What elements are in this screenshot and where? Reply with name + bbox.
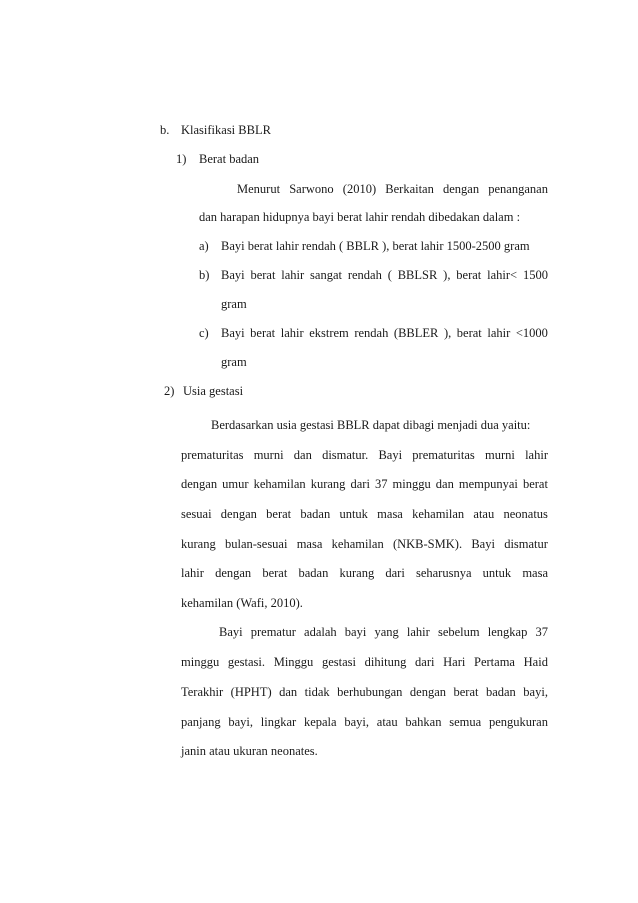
word: dengan xyxy=(215,566,252,580)
word: untuk xyxy=(339,507,368,521)
word: minggu xyxy=(181,655,220,669)
item1-para-line1 xyxy=(237,181,548,197)
word: kurang xyxy=(181,537,216,551)
word: atau xyxy=(376,715,398,729)
word: 1500 xyxy=(522,268,548,282)
word: 37 xyxy=(374,477,388,491)
list-item-b-line2: gram xyxy=(221,297,247,311)
word: umur xyxy=(222,477,249,491)
word: ( xyxy=(387,268,392,282)
word: atau xyxy=(473,507,495,521)
list-item-a-marker: a) xyxy=(199,239,209,253)
word: berat xyxy=(456,268,482,282)
word: Bayi xyxy=(219,625,243,639)
word: kurang xyxy=(310,477,346,491)
list-item-c-line1 xyxy=(221,325,548,341)
word: Bayi xyxy=(221,268,245,282)
item2-p2-line3 xyxy=(181,684,548,700)
word: <1000 xyxy=(515,326,548,340)
word: prematuritas xyxy=(412,448,475,462)
item2-marker: 2) xyxy=(164,384,175,398)
word: (2010) xyxy=(342,182,377,196)
word: rendah xyxy=(347,268,382,282)
word: prematuritas xyxy=(181,448,244,462)
word: murni xyxy=(253,448,284,462)
word: Bayi xyxy=(221,326,245,340)
word: dengan xyxy=(181,477,218,491)
word: pengukuran xyxy=(488,715,548,729)
word: sangat xyxy=(310,268,342,282)
word: Haid xyxy=(523,655,548,669)
item2-title: Usia gestasi xyxy=(183,384,244,398)
word: berat xyxy=(522,477,548,491)
item2-p1-line3 xyxy=(181,476,548,492)
item2-p1-line4 xyxy=(181,506,548,522)
word: (BBLER xyxy=(393,326,439,340)
word: kepala xyxy=(303,715,337,729)
item2-p1-line6 xyxy=(181,565,548,581)
list-item-c-line2: gram xyxy=(221,355,247,369)
word: mempunyai xyxy=(458,477,518,491)
word: Bayi xyxy=(471,537,495,551)
list-item-b-line1 xyxy=(221,267,548,283)
word: bayi, xyxy=(344,715,369,729)
word: Hari xyxy=(443,655,466,669)
word: ), xyxy=(443,268,451,282)
word: berat xyxy=(456,326,482,340)
word: kehamilan xyxy=(412,507,465,521)
word: lengkap xyxy=(487,625,528,639)
word: lahir xyxy=(487,326,511,340)
word: dismatur xyxy=(504,537,548,551)
word: berat xyxy=(266,507,292,521)
item2-p2-line1 xyxy=(219,624,548,640)
word: gestasi xyxy=(321,655,356,669)
word: ), xyxy=(443,326,452,340)
word: yang xyxy=(374,625,399,639)
word: BBLSR xyxy=(397,268,438,282)
word: bulan-sesuai xyxy=(224,537,288,551)
word: murni xyxy=(485,448,515,462)
word: lingkar xyxy=(260,715,297,729)
word: lahir xyxy=(525,448,548,462)
word: kehamilan xyxy=(331,537,384,551)
word: gestasi. xyxy=(227,655,266,669)
word: Menurut xyxy=(237,182,281,196)
word: dan xyxy=(279,685,298,699)
word: untuk xyxy=(482,566,512,580)
item2-p1-line5 xyxy=(181,536,548,552)
word: dari xyxy=(385,566,405,580)
word: Bayi xyxy=(378,448,403,462)
item2-p2-last: janin atau ukuran neonates. xyxy=(181,744,318,758)
item1-para-line2: dan harapan hidupnya bayi berat lahir rendah dibedakan dalam : xyxy=(199,210,521,224)
word: seharusnya xyxy=(415,566,472,580)
word: neonatus xyxy=(503,507,548,521)
word: masa xyxy=(377,507,403,521)
word: (HPHT) xyxy=(230,685,272,699)
word: lahir< xyxy=(487,268,518,282)
word: 37 xyxy=(535,625,548,639)
word: tidak xyxy=(304,685,330,699)
word: ekstrem xyxy=(309,326,349,340)
item2-p1-line1: Berdasarkan usia gestasi BBLR dapat dibagi menjadi dua yaitu: xyxy=(211,418,531,432)
word: Sarwono xyxy=(289,182,334,196)
word: dismatur. xyxy=(322,448,369,462)
section-marker: b. xyxy=(160,123,170,137)
word: badan xyxy=(300,507,331,521)
item2-p1-last: kehamilan (Wafi, 2010). xyxy=(181,596,303,610)
word: adalah xyxy=(304,625,337,639)
word: bayi, xyxy=(228,715,253,729)
word: berat xyxy=(250,326,276,340)
word: berat xyxy=(262,566,288,580)
word: bayi, xyxy=(523,685,548,699)
word: dihitung xyxy=(364,655,407,669)
item2-p2-line4 xyxy=(181,714,548,730)
word: bayi xyxy=(344,625,367,639)
word: panjang xyxy=(181,715,221,729)
item1-title: Berat badan xyxy=(199,152,260,166)
word: Berkaitan xyxy=(385,182,434,196)
item1-marker: 1) xyxy=(176,152,187,166)
word: masa xyxy=(522,566,548,580)
word: kurang xyxy=(339,566,375,580)
item2-p2-line2 xyxy=(181,654,548,670)
word: masa xyxy=(296,537,323,551)
item2-p1-line2 xyxy=(181,447,548,463)
word: berat xyxy=(250,268,276,282)
word: berat xyxy=(453,685,479,699)
word: dari xyxy=(415,655,435,669)
list-item-a-text: Bayi berat lahir rendah ( BBLR ), berat lahir 1500-2500 gram xyxy=(221,239,530,253)
word: dengan xyxy=(409,685,446,699)
word: lahir xyxy=(281,268,305,282)
word: semua xyxy=(449,715,482,729)
word: lahir xyxy=(181,566,204,580)
word: dengan xyxy=(220,507,257,521)
list-item-c-marker: c) xyxy=(199,326,209,340)
list-item-b-marker: b) xyxy=(199,268,210,282)
word: dengan xyxy=(443,182,480,196)
word: dan xyxy=(435,477,454,491)
section-title: Klasifikasi BBLR xyxy=(181,123,271,137)
word: rendah xyxy=(354,326,389,340)
word: sesuai xyxy=(181,507,212,521)
word: badan xyxy=(298,566,329,580)
word: prematur xyxy=(250,625,296,639)
word: Pertama xyxy=(474,655,515,669)
word: bahkan xyxy=(405,715,442,729)
word: lahir xyxy=(280,326,304,340)
word: kehamilan xyxy=(253,477,306,491)
word: lahir xyxy=(406,625,430,639)
word: dari xyxy=(350,477,370,491)
word: berhubungan xyxy=(337,685,403,699)
word: Terakhir xyxy=(181,685,224,699)
word: sebelum xyxy=(437,625,480,639)
word: (NKB-SMK). xyxy=(392,537,463,551)
word: minggu xyxy=(392,477,431,491)
word: Minggu xyxy=(273,655,314,669)
word: dan xyxy=(293,448,312,462)
word: badan xyxy=(485,685,516,699)
word: penanganan xyxy=(488,182,548,196)
